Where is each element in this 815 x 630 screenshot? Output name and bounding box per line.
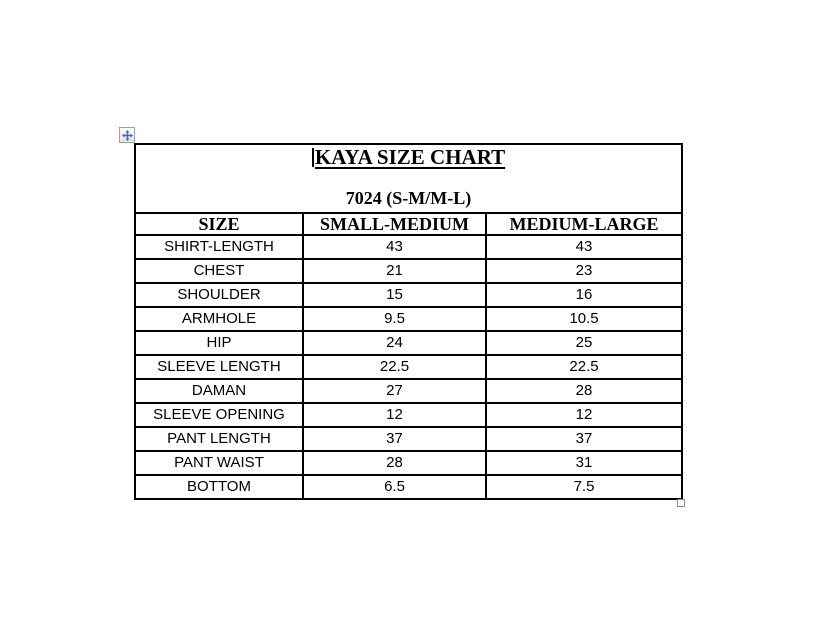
table-move-handle[interactable] [119, 127, 135, 143]
small-medium-value-cell[interactable]: 24 [303, 331, 486, 355]
row-label-cell[interactable]: BOTTOM [135, 475, 303, 499]
row-label-cell[interactable]: PANT LENGTH [135, 427, 303, 451]
header-small-medium[interactable]: SMALL-MEDIUM [303, 213, 486, 235]
row-label-cell[interactable]: SLEEVE OPENING [135, 403, 303, 427]
header-medium-large[interactable]: MEDIUM-LARGE [486, 213, 682, 235]
table-row [135, 235, 682, 259]
small-medium-value-cell[interactable]: 6.5 [303, 475, 486, 499]
text-cursor-caret [312, 148, 314, 167]
small-medium-value-cell[interactable]: 9.5 [303, 307, 486, 331]
chart-title-text: KAYA SIZE CHART [314, 145, 506, 169]
row-label-cell[interactable]: CHEST [135, 259, 303, 283]
medium-large-value-cell[interactable]: 10.5 [486, 307, 682, 331]
size-chart-table [134, 143, 683, 500]
small-medium-value-cell[interactable]: 27 [303, 379, 486, 403]
small-medium-value-cell[interactable]: 21 [303, 259, 486, 283]
table-row [135, 451, 682, 475]
medium-large-value-cell[interactable]: 12 [486, 403, 682, 427]
medium-large-value-cell[interactable]: 31 [486, 451, 682, 475]
table-resize-handle[interactable] [677, 499, 685, 507]
move-arrows-icon [122, 130, 133, 141]
title-row [135, 144, 682, 213]
small-medium-value-cell[interactable]: 37 [303, 427, 486, 451]
small-medium-value-cell[interactable]: 43 [303, 235, 486, 259]
chart-title[interactable] [312, 146, 505, 169]
table-row [135, 259, 682, 283]
table-row [135, 403, 682, 427]
small-medium-value-cell[interactable]: 28 [303, 451, 486, 475]
table-row [135, 283, 682, 307]
medium-large-value-cell[interactable]: 25 [486, 331, 682, 355]
header-size[interactable]: SIZE [135, 213, 303, 235]
small-medium-value-cell[interactable]: 22.5 [303, 355, 486, 379]
row-label-cell[interactable]: SLEEVE LENGTH [135, 355, 303, 379]
medium-large-value-cell[interactable]: 7.5 [486, 475, 682, 499]
row-label-cell[interactable]: ARMHOLE [135, 307, 303, 331]
medium-large-value-cell[interactable]: 22.5 [486, 355, 682, 379]
row-label-cell[interactable]: PANT WAIST [135, 451, 303, 475]
row-label-cell[interactable]: SHOULDER [135, 283, 303, 307]
chart-subtitle[interactable]: 7024 (S-M/M-L) [345, 188, 472, 208]
table-row [135, 475, 682, 499]
table-row [135, 307, 682, 331]
table-row [135, 379, 682, 403]
medium-large-value-cell[interactable]: 16 [486, 283, 682, 307]
table-row [135, 427, 682, 451]
row-label-cell[interactable]: HIP [135, 331, 303, 355]
medium-large-value-cell[interactable]: 28 [486, 379, 682, 403]
row-label-cell[interactable]: SHIRT-LENGTH [135, 235, 303, 259]
medium-large-value-cell[interactable]: 43 [486, 235, 682, 259]
table-row [135, 355, 682, 379]
small-medium-value-cell[interactable]: 12 [303, 403, 486, 427]
medium-large-value-cell[interactable]: 23 [486, 259, 682, 283]
row-label-cell[interactable]: DAMAN [135, 379, 303, 403]
medium-large-value-cell[interactable]: 37 [486, 427, 682, 451]
title-cell[interactable] [135, 144, 682, 213]
small-medium-value-cell[interactable]: 15 [303, 283, 486, 307]
table-row [135, 331, 682, 355]
header-row [135, 213, 682, 235]
